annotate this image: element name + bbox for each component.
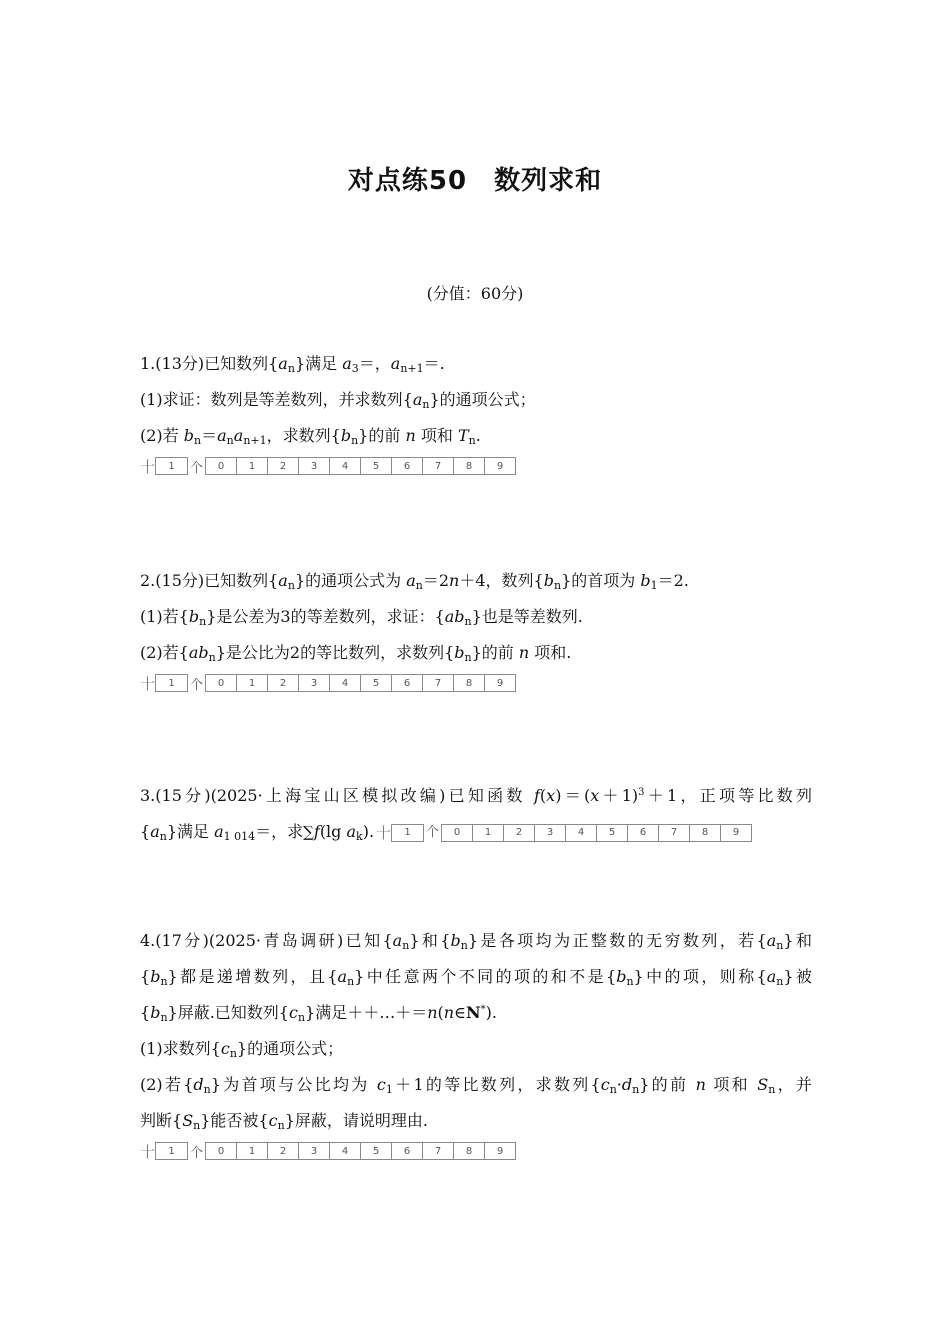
problem-4 <box>140 923 812 1161</box>
text: ＋4，数列{ <box>459 571 544 590</box>
math-var: n <box>405 426 416 445</box>
math-var: n <box>427 1003 438 1022</box>
math-var: c <box>376 1075 386 1094</box>
count-box[interactable]: 1 <box>155 1142 188 1160</box>
math-var: x <box>590 786 600 805</box>
digit-cell-9[interactable]: 9 <box>496 677 504 689</box>
digit-cell-5[interactable]: 5 <box>361 458 392 474</box>
text: }屏蔽.已知数列{ <box>167 1003 289 1022</box>
math-sub: n <box>208 651 216 664</box>
digit-cell-1[interactable]: 1 <box>237 458 268 474</box>
digit-cell-7[interactable]: 7 <box>423 458 454 474</box>
text: }被 <box>783 967 812 986</box>
digit-cell-7[interactable]: 7 <box>423 1143 454 1159</box>
text: }也是等差数列. <box>471 607 583 626</box>
text: }和 <box>783 931 812 950</box>
math-var: d <box>193 1075 204 1094</box>
text: ＝， <box>358 354 391 373</box>
math-sub: n <box>422 398 430 411</box>
math-var: b <box>543 571 554 590</box>
digit-cell-6[interactable]: 6 <box>392 675 423 691</box>
text: }是各项均为正整数的无穷数列，若{ <box>467 931 767 950</box>
count-box[interactable]: 1 <box>391 824 424 842</box>
math-sup: * <box>480 1004 486 1015</box>
math-sub: n <box>347 975 355 988</box>
math-sub: n <box>287 362 295 375</box>
text: }是公差为3的等差数列，求证：{ <box>206 607 445 626</box>
text: 项和 <box>415 426 458 445</box>
text: 项和 <box>705 1075 758 1094</box>
problem-line <box>140 599 812 635</box>
math-var: x <box>546 786 556 805</box>
answer-grid <box>140 673 812 693</box>
math-sub: n <box>553 579 562 592</box>
math-sub: n <box>277 1119 285 1132</box>
math-var: b <box>150 967 161 986</box>
text: { <box>140 822 151 841</box>
math-sub: n <box>203 1083 211 1096</box>
digit-cell-3[interactable]: 3 <box>299 1143 330 1159</box>
text: ＝2. <box>657 571 689 590</box>
math-var: a <box>390 354 401 373</box>
math-var: a <box>278 571 288 590</box>
math-var: c <box>288 1003 298 1022</box>
math-var: T <box>457 426 469 445</box>
digit-cell-2[interactable]: 2 <box>504 825 535 841</box>
math-sub: n <box>768 1083 776 1096</box>
text: ＝. <box>423 354 445 373</box>
digit-cell-6[interactable]: 6 <box>392 458 423 474</box>
math-var: c <box>268 1111 278 1130</box>
math-sub: k <box>356 830 363 843</box>
math-var: c <box>220 1039 230 1058</box>
text: }和{ <box>409 931 451 950</box>
unit-digit-label: 个 <box>189 1145 203 1161</box>
digit-cell-5[interactable]: 5 <box>597 825 628 841</box>
problem-line <box>140 563 812 599</box>
math-sub: n <box>402 939 410 952</box>
problem-line <box>140 635 812 671</box>
text: (2)若 <box>140 426 184 445</box>
digit-cell-4[interactable]: 4 <box>330 675 361 691</box>
math-sub: n <box>159 830 167 843</box>
problem-line <box>140 418 812 454</box>
digit-cell-4[interactable]: 4 <box>330 458 361 474</box>
math-var: a <box>337 967 348 986</box>
digit-cell-9[interactable]: 9 <box>496 460 504 472</box>
problem-line <box>140 346 812 382</box>
digit-cell-7[interactable]: 7 <box>423 675 454 691</box>
digit-cell-6[interactable]: 6 <box>628 825 659 841</box>
math-sub: n <box>464 615 472 628</box>
math-sub: n <box>415 579 423 592</box>
digit-cell-0[interactable]: 0 <box>206 458 237 474</box>
text: )＝( <box>555 786 591 805</box>
text: ＋1) <box>599 786 639 805</box>
digit-cell-4[interactable]: 4 <box>566 825 597 841</box>
math-var: a <box>412 390 423 409</box>
digit-cell-1[interactable]: 1 <box>237 675 268 691</box>
digit-cell-8[interactable]: 8 <box>454 1143 485 1159</box>
digit-cell-2[interactable]: 2 <box>268 675 299 691</box>
text: }中的项，则称{ <box>633 967 767 986</box>
text: }满足＋＋…＋＝ <box>305 1003 428 1022</box>
problem-line <box>140 923 812 959</box>
math-var: a <box>406 571 416 590</box>
math-var: a <box>342 354 352 373</box>
math-var: b <box>183 426 195 445</box>
math-sub: n <box>632 1083 640 1096</box>
answer-grid <box>376 823 752 843</box>
text: ＋1的等比数列，求数列{ <box>392 1075 601 1094</box>
math-sub: n <box>626 975 634 988</box>
text: }中任意两个不同的项的和不是{ <box>354 967 617 986</box>
text: 3.(15分)(2025·上海宝山区模拟改编)已知函数 <box>140 786 534 805</box>
math-var: d <box>621 1075 633 1094</box>
count-box[interactable]: 1 <box>155 674 188 692</box>
text: }为首项与公比均为 <box>210 1075 377 1094</box>
math-var: n <box>443 1003 455 1022</box>
math-var: a <box>392 931 403 950</box>
digit-cell-3[interactable]: 3 <box>299 458 330 474</box>
digit-cell-9[interactable]: 9 <box>732 826 740 838</box>
problem-1 <box>140 346 812 476</box>
math-sub: n <box>297 1011 306 1024</box>
math-var: n <box>518 643 530 662</box>
math-sub: n <box>464 651 472 664</box>
text: ＝2 <box>422 571 450 590</box>
digit-cells <box>205 457 516 475</box>
text: }都是递增数列，且{ <box>167 967 338 986</box>
text: ＝，求 <box>255 822 304 841</box>
digit-cells <box>205 1142 516 1160</box>
text: (1)求证：数列是等差数列，并求数列{ <box>140 390 413 409</box>
ten-digit-label: 十 <box>140 1142 156 1161</box>
text: (2)若{ <box>140 1075 194 1094</box>
text: { <box>140 967 151 986</box>
math-sub: n <box>468 434 476 447</box>
math-sub: n <box>193 1119 201 1132</box>
math-var: a <box>214 822 224 841</box>
math-sub: n <box>160 1011 168 1024</box>
digit-cell-8[interactable]: 8 <box>454 458 485 474</box>
answer-grid <box>140 1141 812 1161</box>
math-var: b <box>340 426 352 445</box>
problem-line <box>140 778 812 814</box>
digit-cell-3[interactable]: 3 <box>299 675 330 691</box>
math-sub: n <box>199 615 207 628</box>
digit-cell-3[interactable]: 3 <box>535 825 566 841</box>
text: }的前 <box>639 1075 696 1094</box>
math-sub: n <box>229 1047 237 1060</box>
text: ＝ <box>201 426 218 445</box>
math-var: b <box>454 643 465 662</box>
math-var: n <box>449 571 460 590</box>
text: 判断{ <box>140 1111 183 1130</box>
math-sub: n <box>226 434 234 447</box>
problem-3 <box>140 778 812 850</box>
page-title: 对点练50 数列求和 <box>347 166 603 196</box>
text: 2.(15分)已知数列{ <box>140 571 279 590</box>
digit-cell-0[interactable]: 0 <box>206 675 237 691</box>
problem-line <box>140 1103 812 1139</box>
text: (1)若{ <box>140 607 189 626</box>
digit-cell-2[interactable]: 2 <box>268 1143 299 1159</box>
digit-cell-0[interactable]: 0 <box>442 825 473 841</box>
text: }的首项为 <box>561 571 641 590</box>
math-sub: n <box>287 579 295 592</box>
digit-cells <box>205 674 516 692</box>
math-sub: n+1 <box>400 362 424 375</box>
text: }是公比为2的等比数列，求数列{ <box>215 643 455 662</box>
text: · <box>616 1075 622 1094</box>
math-var: b <box>150 1003 161 1022</box>
digit-cells <box>441 824 752 842</box>
digit-cell-5[interactable]: 5 <box>361 675 392 691</box>
natural-numbers-symbol: N <box>465 1003 481 1022</box>
math-var: a <box>346 822 357 841</box>
text: (1)求数列{ <box>140 1039 221 1058</box>
digit-cell-8[interactable]: 8 <box>690 825 721 841</box>
problem-line <box>140 1031 812 1067</box>
math-var: b <box>188 607 200 626</box>
math-sub: n <box>460 939 468 952</box>
unit-digit-label: 个 <box>189 677 203 693</box>
math-var: S <box>182 1111 194 1130</box>
problem-line <box>140 382 812 418</box>
digit-cell-2[interactable]: 2 <box>268 458 299 474</box>
problem-line <box>140 814 812 850</box>
score-note: (分值：60分) <box>426 284 524 303</box>
problem-line <box>140 995 812 1031</box>
math-var: S <box>757 1075 769 1094</box>
text: }屏蔽，请说明理由. <box>284 1111 428 1130</box>
text: ( <box>539 786 547 805</box>
unit-digit-label: 个 <box>189 460 203 476</box>
digit-cell-9[interactable]: 9 <box>496 1145 504 1157</box>
digit-cell-1[interactable]: 1 <box>237 1143 268 1159</box>
math-var: a <box>233 426 244 445</box>
math-sup: 3 <box>638 787 645 798</box>
text: }满足 <box>294 354 343 373</box>
unit-digit-label: 个 <box>426 824 440 840</box>
math-sub: 1 014 <box>223 830 256 843</box>
math-sub: n <box>351 434 359 447</box>
text: ). <box>485 1003 497 1022</box>
text: 1.(13分)已知数列{ <box>140 354 279 373</box>
math-var: a <box>278 354 288 373</box>
math-sub: 3 <box>351 362 359 375</box>
math-sub: n+1 <box>243 434 267 447</box>
text: }的前 <box>358 426 406 445</box>
math-var: c <box>600 1075 610 1094</box>
ten-digit-label: 十 <box>140 457 156 476</box>
digit-cell-4[interactable]: 4 <box>330 1143 361 1159</box>
math-var: a <box>766 931 777 950</box>
math-sub: n <box>776 939 784 952</box>
text: }的前 <box>471 643 519 662</box>
text: ( <box>437 1003 444 1022</box>
math-sub: 1 <box>385 1083 393 1096</box>
digit-cell-5[interactable]: 5 <box>361 1143 392 1159</box>
text: 4.(17分)(2025·青岛调研)已知{ <box>140 931 393 950</box>
math-var: b <box>640 571 651 590</box>
math-var: a <box>766 967 777 986</box>
math-sub: n <box>609 1083 617 1096</box>
digit-cell-8[interactable]: 8 <box>454 675 485 691</box>
text: ). <box>362 822 375 841</box>
text: 项和. <box>529 643 572 662</box>
answer-grid <box>140 456 812 476</box>
digit-cell-6[interactable]: 6 <box>392 1143 423 1159</box>
math-var: n <box>695 1075 706 1094</box>
ten-digit-label: 十 <box>376 823 392 842</box>
text: ∈ <box>454 1003 466 1022</box>
math-var: ab <box>188 643 209 662</box>
math-sub: n <box>194 434 202 447</box>
text: ，求数列{ <box>266 426 341 445</box>
math-sub: 1 <box>650 579 658 592</box>
problem-line <box>140 959 812 995</box>
math-sub: n <box>160 975 168 988</box>
math-sub: n <box>776 975 784 988</box>
text: }满足 <box>166 822 215 841</box>
math-var: b <box>616 967 627 986</box>
math-var: a <box>150 822 160 841</box>
text: . <box>475 426 481 445</box>
sum-symbol: ∑ <box>303 823 314 841</box>
text: ＋1，正项等比数列 <box>644 786 812 805</box>
text: { <box>140 1003 151 1022</box>
problem-line <box>140 1067 812 1103</box>
text: }能否被{ <box>200 1111 269 1130</box>
math-var: ab <box>444 607 465 626</box>
text: }的通项公式； <box>429 390 536 409</box>
digit-cell-1[interactable]: 1 <box>473 825 504 841</box>
math-var: a <box>217 426 227 445</box>
text: }的通项公式； <box>236 1039 344 1058</box>
math-var: f <box>534 786 540 805</box>
math-var: f <box>313 822 320 841</box>
digit-cell-0[interactable]: 0 <box>206 1143 237 1159</box>
ten-digit-label: 十 <box>140 674 156 693</box>
digit-cell-7[interactable]: 7 <box>659 825 690 841</box>
math-var: b <box>450 931 461 950</box>
text: (2)若{ <box>140 643 189 662</box>
text: (lg <box>319 822 347 841</box>
problem-2 <box>140 563 812 693</box>
count-box[interactable]: 1 <box>155 457 188 475</box>
text: }的通项公式为 <box>294 571 407 590</box>
text: ，并 <box>775 1075 812 1094</box>
